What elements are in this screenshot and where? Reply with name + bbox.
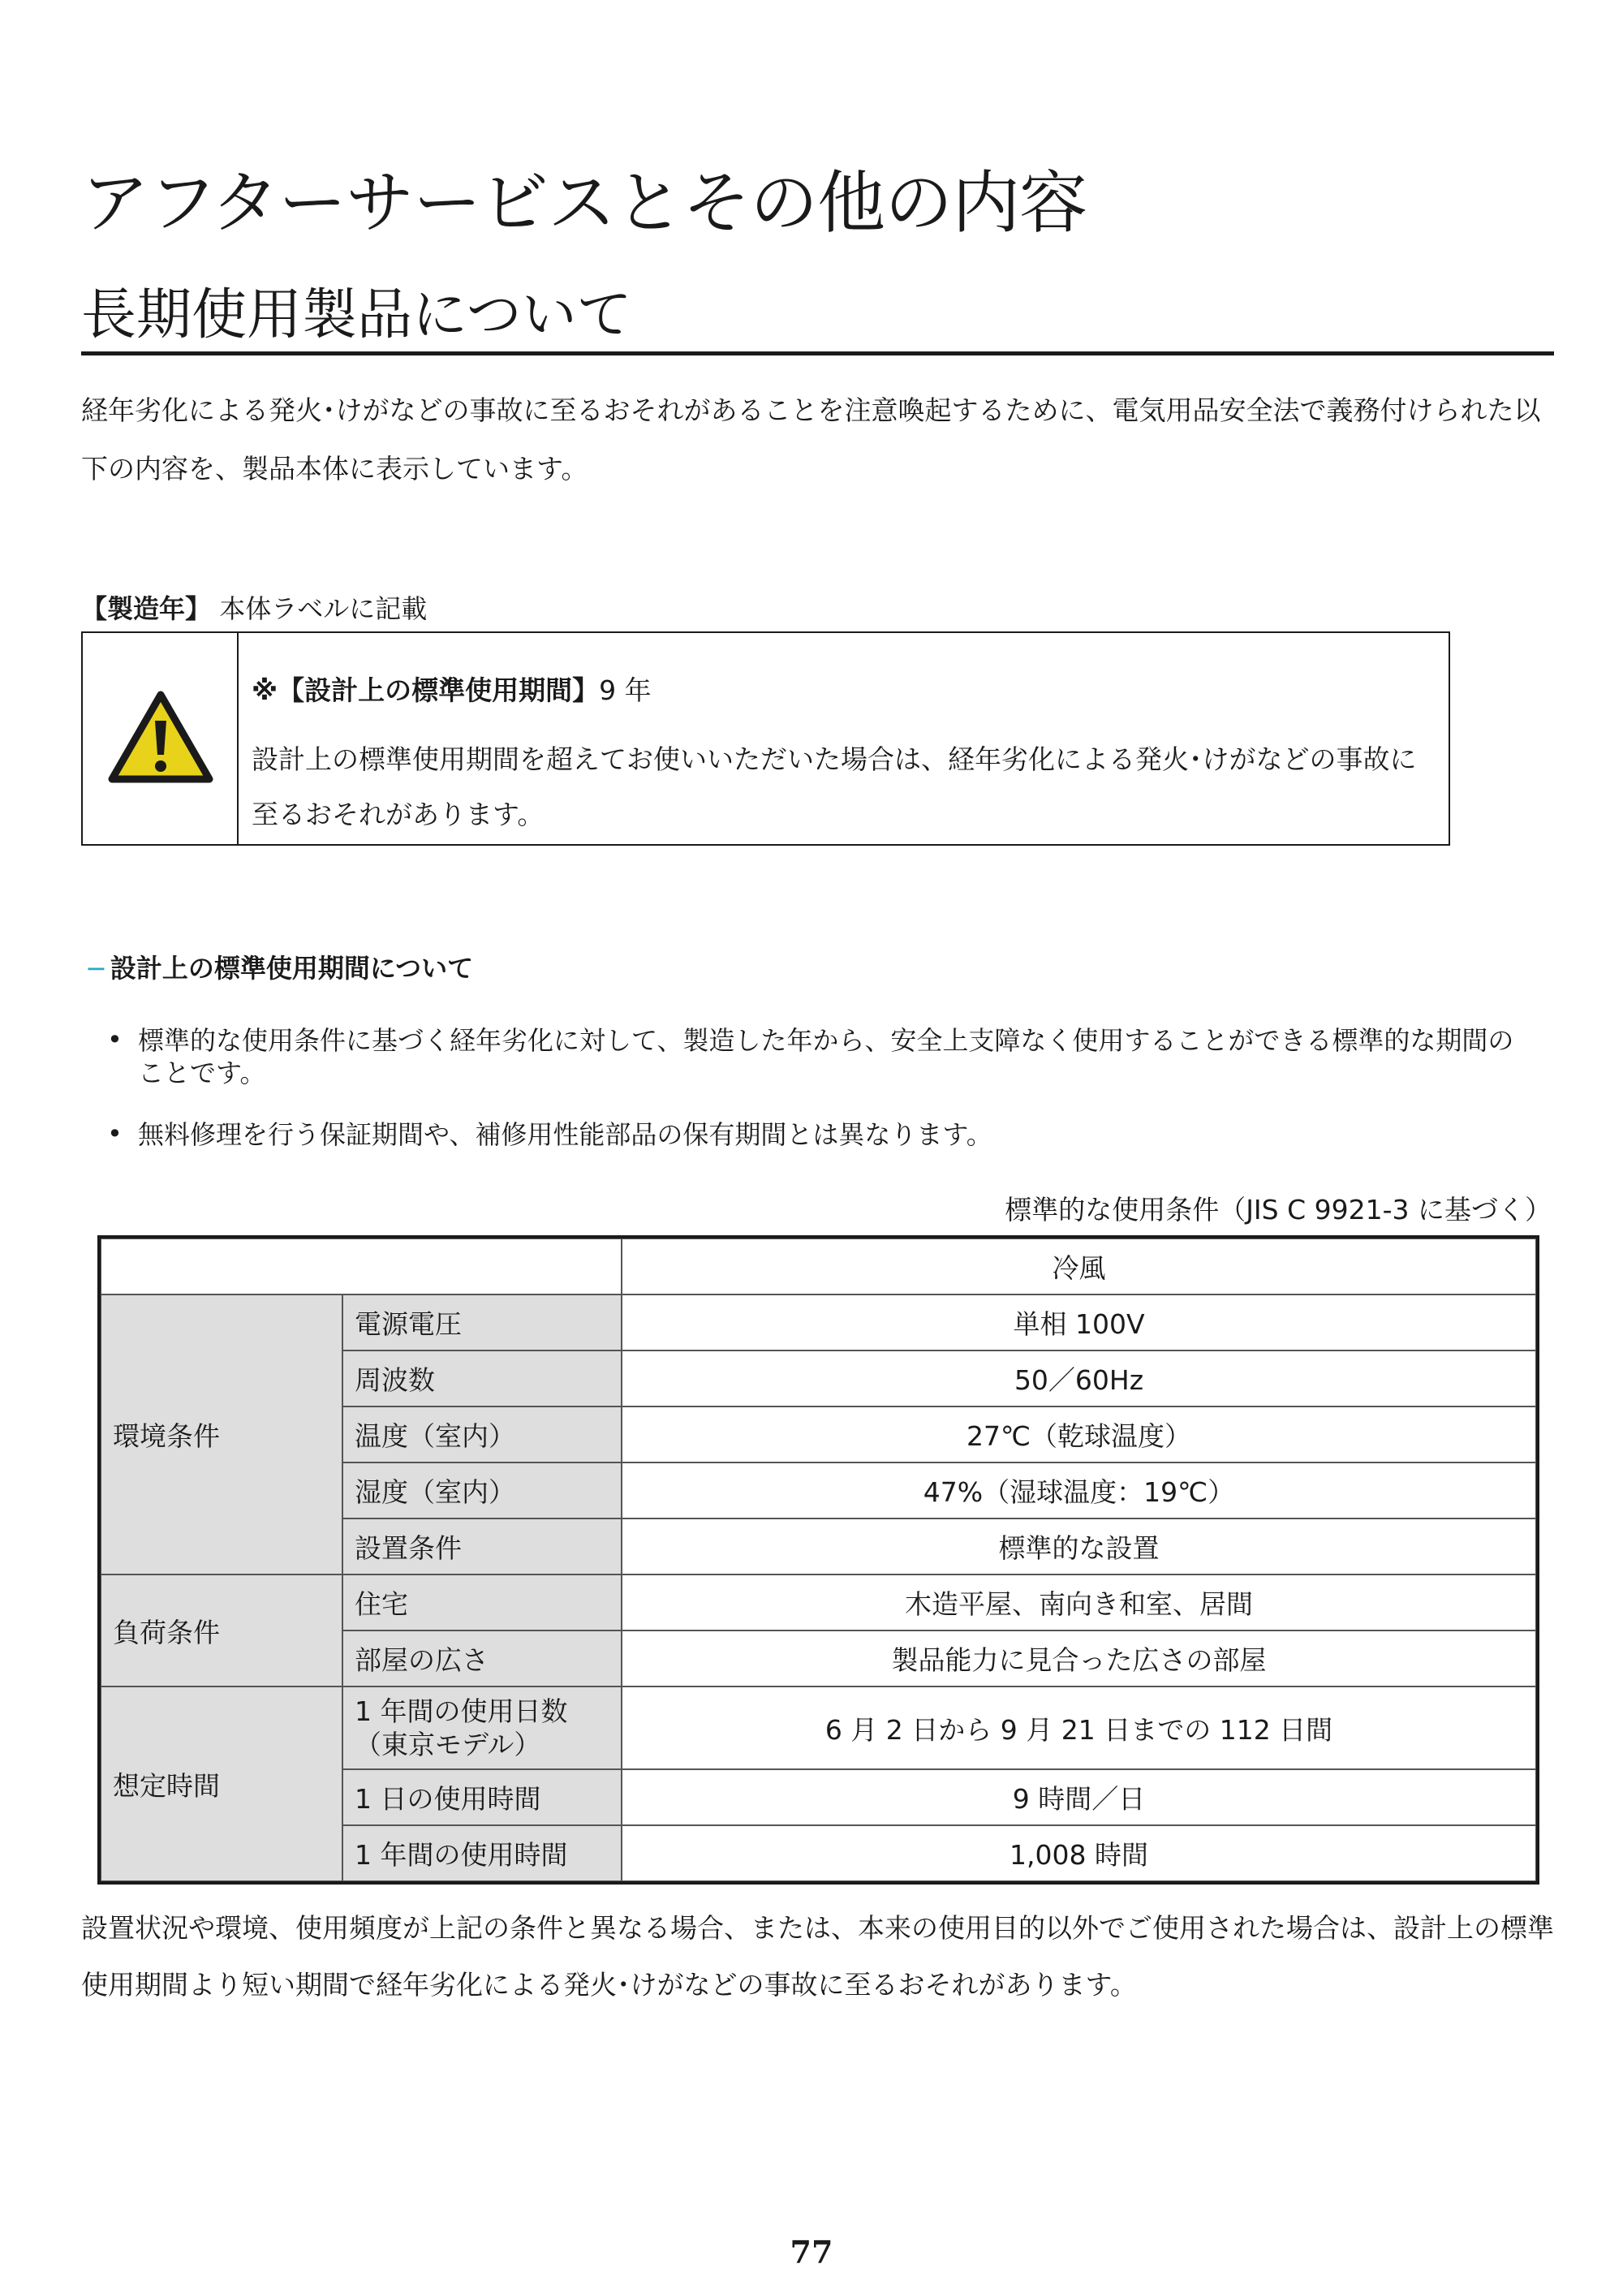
standard-period-line xyxy=(252,670,652,708)
manufacture-year-line xyxy=(81,588,427,626)
table-row-value: 標準的な設置 xyxy=(622,1518,1536,1574)
table-group-environment: 環境条件 xyxy=(101,1294,342,1574)
table-row-label-line-2: （東京モデル） xyxy=(355,1729,541,1760)
table-row-value: 6 月 2 日から 9 月 21 日までの 112 日間 xyxy=(622,1686,1536,1769)
table-row-value: 製品能力に見合った広さの部屋 xyxy=(622,1630,1536,1686)
warning-icon-cell xyxy=(83,633,239,844)
table-row-label: 部屋の広さ xyxy=(342,1630,622,1686)
table-row-label xyxy=(342,1686,622,1769)
warning-box xyxy=(81,631,1450,846)
table-row-label: 1 日の使用時間 xyxy=(342,1769,622,1825)
bullet-item-1-line-1: 標準的な使用条件に基づく経年劣化に対して、製造した年から、安全上支障なく使用することができる標準的な期間の xyxy=(138,1025,1514,1056)
table-row-label: 周波数 xyxy=(342,1350,622,1406)
bullet-item-2-line-1: 無料修理を行う保証期間や、補修用性能部品の保有期間とは異なります。 xyxy=(138,1119,992,1150)
intro-text-line-2: 下の内容を、製品本体に表示しています。 xyxy=(81,453,588,485)
section-heading xyxy=(85,948,473,985)
table-row-value: 木造平屋、南向き和室、居間 xyxy=(622,1574,1536,1630)
table-row-value: 50／60Hz xyxy=(622,1350,1536,1406)
page-title: アフターサービスとその他の内容 xyxy=(81,163,1087,243)
warning-text-line-2: 至るおそれがあります。 xyxy=(252,799,545,830)
section-title: 長期使用製品について xyxy=(81,283,632,347)
table-caption: 標準的な使用条件（JIS C 9921-3 に基づく） xyxy=(1005,1194,1552,1226)
standard-period-label: ※【設計上の標準使用期間】 xyxy=(252,674,600,706)
table-row-label: 湿度（室内） xyxy=(342,1462,622,1518)
table-row-value: 9 時間／日 xyxy=(622,1769,1536,1825)
standard-period-value: 9 年 xyxy=(599,674,652,706)
table-row-label: 1 年間の使用時間 xyxy=(342,1825,622,1881)
table-row-label: 温度（室内） xyxy=(342,1406,622,1462)
bullet-item-1-line-2: ことです。 xyxy=(138,1058,266,1088)
table-row-value: 1,008 時間 xyxy=(622,1825,1536,1881)
table-row-value: 単相 100V xyxy=(622,1294,1536,1350)
bullet-item-1 xyxy=(138,1024,1513,1089)
usage-conditions-table xyxy=(97,1235,1539,1885)
heading-dash: − xyxy=(85,953,107,984)
intro-text-line-1: 経年劣化による発火･けがなどの事故に至るおそれがあることを注意喚起するために、電気用品安全法で義務付けられた以 xyxy=(81,394,1541,426)
table-column-header: 冷風 xyxy=(622,1238,1536,1294)
table-row-label: 電源電圧 xyxy=(342,1294,622,1350)
manufacture-year-value: 本体ラベルに記載 xyxy=(219,593,428,624)
table-header-blank xyxy=(101,1238,622,1294)
table-row-value: 27℃（乾球温度） xyxy=(622,1406,1536,1462)
table-row-label: 住宅 xyxy=(342,1574,622,1630)
page-number: 77 xyxy=(790,2234,833,2270)
table-row-label: 設置条件 xyxy=(342,1518,622,1574)
table-group-load: 負荷条件 xyxy=(101,1574,342,1686)
table-group-time: 想定時間 xyxy=(101,1686,342,1881)
title-underline xyxy=(81,351,1554,355)
table-row-value: 47%（湿球温度：19℃） xyxy=(622,1462,1536,1518)
manufacture-year-label: 【製造年】 xyxy=(81,593,212,624)
footer-note-line-1: 設置状況や環境、使用頻度が上記の条件と異なる場合、または、本来の使用目的以外でご使用された場合は、設計上の標準 xyxy=(81,1912,1554,1944)
table-row-label-line-1: 1 年間の使用日数 xyxy=(355,1695,568,1727)
warning-text-line-1: 設計上の標準使用期間を超えてお使いいただいた場合は、経年劣化による発火･けがなどの事故に xyxy=(252,743,1417,775)
warning-triangle-icon xyxy=(107,690,214,786)
bullet-marker: • xyxy=(107,1118,123,1149)
bullet-item-2 xyxy=(138,1118,992,1151)
bullet-marker: • xyxy=(107,1024,123,1055)
footer-note-line-2: 使用期間より短い期間で経年劣化による発火･けがなどの事故に至るおそれがあります。 xyxy=(81,1969,1137,2001)
section-heading-text: 設計上の標準使用期間について xyxy=(110,953,474,984)
